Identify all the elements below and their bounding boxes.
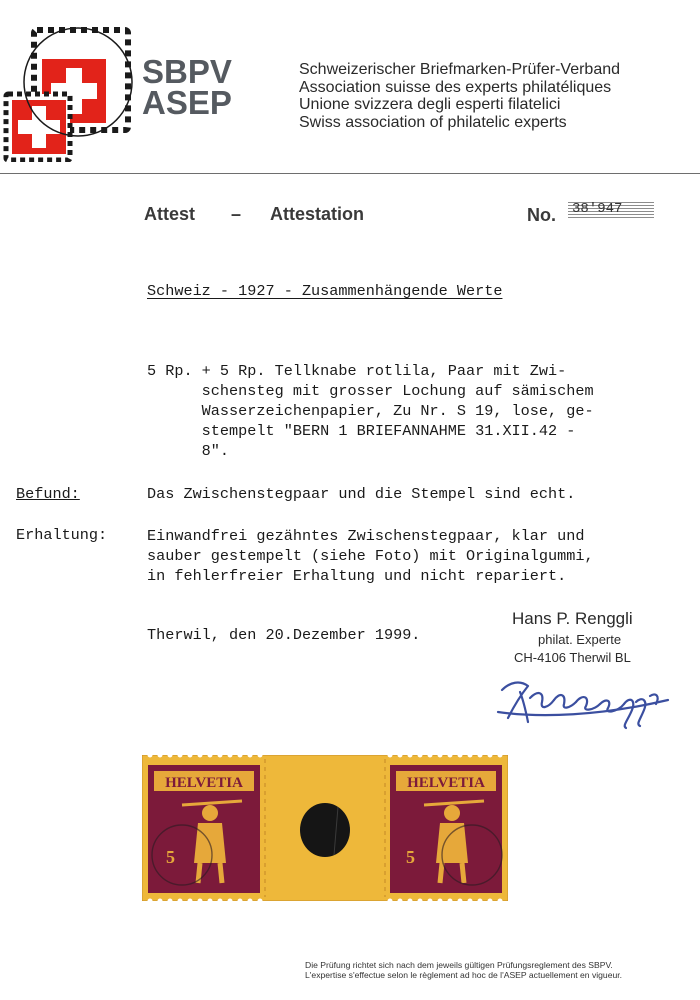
header-divider xyxy=(0,173,700,174)
sbpv-logo xyxy=(0,14,140,162)
stamp-pair-photo xyxy=(142,755,508,901)
left-stamp-value: 5 xyxy=(166,847,175,867)
description-line: 5 Rp. + 5 Rp. Tellknabe rotlila, Paar mit Zwi- xyxy=(147,362,567,380)
acronym-line-2: ASEP xyxy=(142,84,232,121)
description-line: schensteg mit grosser Lochung auf sämischem xyxy=(147,382,594,400)
left-stamp-country: HELVETIA xyxy=(165,775,243,791)
footer-line-de: Die Prüfung richtet sich nach dem jeweils gültigen Prüfungsreglement des SBPV. xyxy=(305,960,613,970)
association-name-it: Unione svizzera degli esperti filatelici xyxy=(299,96,561,113)
erhaltung-line: in fehlerfreier Erhaltung und nicht repariert. xyxy=(147,567,567,585)
left-stamp xyxy=(148,765,260,893)
expert-name: Hans P. Renggli xyxy=(512,609,633,628)
association-name-en: Swiss association of philatelic experts xyxy=(299,113,567,131)
gutter-punch-hole xyxy=(300,803,350,857)
subject-line: Schweiz - 1927 - Zusammenhängende Werte xyxy=(147,282,503,300)
erhaltung-text xyxy=(147,526,594,586)
association-name-de: Schweizerischer Briefmarken-Prüfer-Verband xyxy=(299,61,621,78)
handwritten-signature xyxy=(490,652,680,732)
attestation-heading: Attestation xyxy=(270,204,364,224)
footer-note xyxy=(305,960,622,980)
description-line: Wasserzeichenpapier, Zu Nr. S 19, lose, ge- xyxy=(147,402,594,420)
befund-text: Das Zwischenstegpaar und die Stempel sind echt. xyxy=(147,485,576,503)
right-stamp xyxy=(390,765,502,893)
footer-line-fr: L'expertise s'effectue selon le règlement ad hoc de l'ASEP actuellement en vigueur. xyxy=(305,970,623,980)
erhaltung-line: Einwandfrei gezähntes Zwischenstegpaar, klar und xyxy=(147,527,585,545)
title-dash: – xyxy=(231,204,242,224)
certificate-number: 38'947 xyxy=(568,200,654,220)
attest-heading: Attest xyxy=(144,204,196,224)
expert-title: philat. Experte xyxy=(538,632,622,647)
acronym-line-1: SBPV xyxy=(142,53,232,90)
erhaltung-line: sauber gestempelt (siehe Foto) mit Originalgummi, xyxy=(147,547,594,565)
description-line: stempelt "BERN 1 BRIEFANNAHME 31.XII.42 - xyxy=(147,422,576,440)
place-and-date: Therwil, den 20.Dezember 1999. xyxy=(147,626,421,644)
description-line: 8". xyxy=(147,442,230,460)
right-stamp-value: 5 xyxy=(406,847,415,867)
association-acronym xyxy=(142,53,232,121)
number-label: No. xyxy=(527,205,556,225)
association-names xyxy=(299,61,620,131)
association-name-fr: Association suisse des experts philatéliques xyxy=(299,78,612,96)
befund-label: Befund: xyxy=(16,485,80,503)
right-stamp-country: HELVETIA xyxy=(407,775,485,791)
erhaltung-label: Erhaltung: xyxy=(16,526,108,544)
expert-address: CH-4106 Therwil BL xyxy=(514,650,631,665)
stamp-description xyxy=(147,361,594,461)
